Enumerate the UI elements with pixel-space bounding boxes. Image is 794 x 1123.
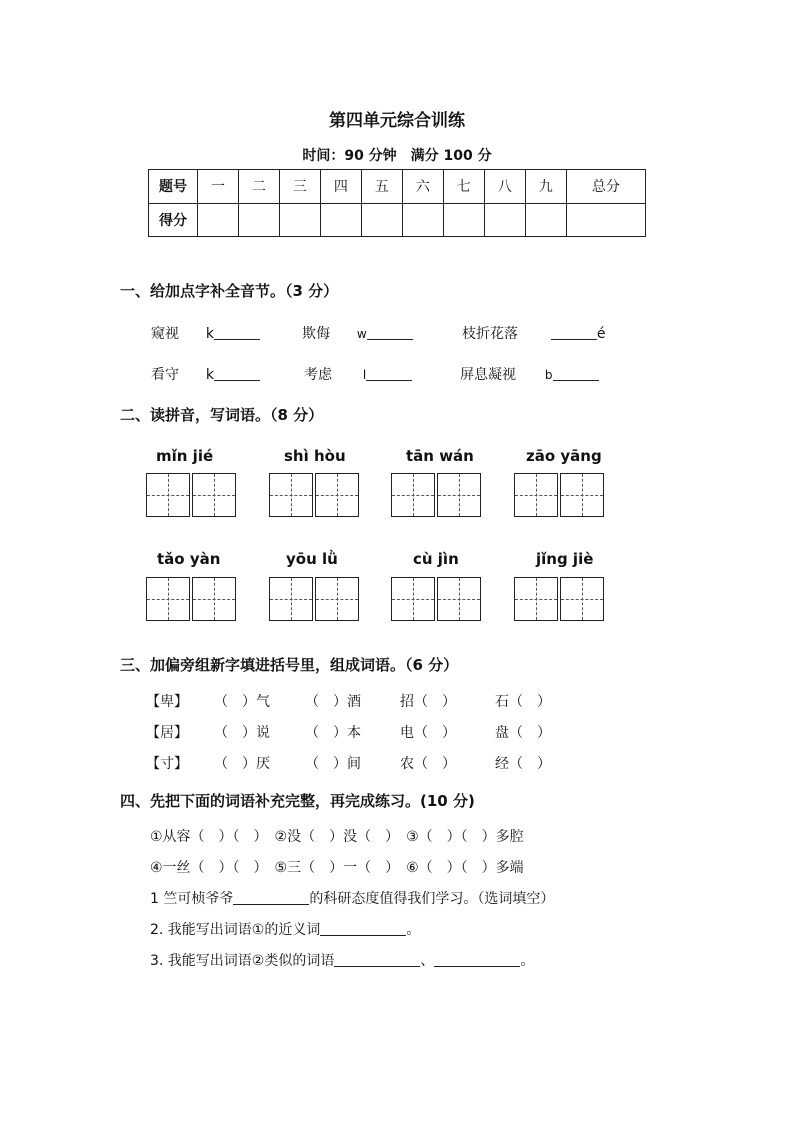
s1-hint: w: [356, 327, 367, 341]
writing-grid[interactable]: [514, 577, 606, 623]
s1-item: [151, 323, 260, 343]
s1-word: 屏息凝视: [460, 367, 516, 383]
score-cell: 三: [279, 170, 320, 204]
score-cell: 四: [320, 170, 361, 204]
writing-grid[interactable]: [269, 473, 361, 519]
s3-blank-word[interactable]: 农（ ）: [400, 756, 456, 772]
s3-blank-word[interactable]: 招（ ）: [400, 694, 456, 710]
s4-idiom-line[interactable]: ④一丝（ ）（ ） ⑤三（ ）一（ ） ⑥（ ）（ ）多端: [150, 860, 524, 876]
q3-text-b: 。: [520, 953, 535, 969]
pinyin-label: shì hòu: [284, 447, 346, 465]
s1-hint: k: [205, 326, 215, 342]
s1-item: [151, 364, 260, 384]
q3-text-a: 3. 我能写出词语②类似的词语: [150, 953, 335, 969]
s1-item: [460, 364, 599, 384]
s1-item: [302, 323, 413, 343]
score-table-score-row: [149, 203, 646, 237]
answer-blank[interactable]: [214, 325, 260, 340]
s3-key: 【卑】: [146, 694, 188, 710]
pinyin-label: tān wán: [406, 447, 474, 465]
s4-question-3: [150, 950, 534, 970]
writing-grid[interactable]: [146, 577, 238, 623]
pinyin-label: cù jìn: [413, 550, 459, 568]
pinyin-label: yōu lǜ: [286, 550, 338, 568]
score-input-cell[interactable]: [484, 203, 525, 237]
s3-blank-word[interactable]: （ ）厌: [214, 756, 270, 772]
writing-grid[interactable]: [391, 473, 483, 519]
score-cell: 一: [198, 170, 239, 204]
q2-text-b: 。: [406, 922, 421, 938]
s3-key: 【居】: [146, 725, 188, 741]
section-2-heading: 二、读拼音，写词语。（8 分）: [120, 406, 324, 424]
score-cell: 总分: [566, 170, 645, 204]
answer-blank[interactable]: [214, 366, 260, 381]
writing-grid[interactable]: [269, 577, 361, 623]
score-input-cell[interactable]: [238, 203, 279, 237]
answer-blank[interactable]: [366, 366, 412, 381]
score-cell: 九: [525, 170, 566, 204]
score-cell: 二: [238, 170, 279, 204]
s4-question-2: [150, 919, 420, 939]
s1-word: 考虑: [304, 367, 332, 383]
score-table-header-row: [149, 170, 646, 204]
q1-text-b: 的科研态度值得我们学习。（选词填空）: [309, 891, 555, 907]
s1-word: 枝折花落: [462, 326, 518, 342]
s1-item: [304, 364, 412, 384]
score-cell: 题号: [149, 170, 198, 204]
s1-word: 窥视: [151, 326, 179, 342]
writing-grid[interactable]: [514, 473, 606, 519]
answer-blank[interactable]: [320, 921, 406, 936]
score-cell: 六: [402, 170, 443, 204]
score-input-cell[interactable]: [198, 203, 239, 237]
score-cell: 八: [484, 170, 525, 204]
s3-blank-word[interactable]: 电（ ）: [400, 725, 456, 741]
score-input-cell[interactable]: [566, 203, 645, 237]
s1-hint: k: [205, 367, 215, 383]
q2-text-a: 2. 我能写出词语①的近义词: [150, 922, 321, 938]
q1-text-a: 1 竺可桢爷爷: [150, 891, 234, 907]
pinyin-label: tǎo yàn: [157, 550, 221, 568]
s3-key: 【寸】: [146, 756, 188, 772]
s4-idiom-line[interactable]: ①从容（ ）（ ） ②没（ ）没（ ） ③（ ）（ ）多腔: [150, 829, 524, 845]
answer-blank[interactable]: [434, 952, 520, 967]
score-input-cell[interactable]: [320, 203, 361, 237]
s1-hint: l: [362, 368, 367, 382]
score-input-cell[interactable]: [279, 203, 320, 237]
s1-item: [462, 323, 606, 343]
page-subtitle: 时间：90 分钟 满分 100 分: [302, 148, 492, 164]
pinyin-label: jǐng jiè: [536, 550, 594, 568]
writing-grid[interactable]: [146, 473, 238, 519]
q3-sep: 、: [420, 953, 435, 969]
s1-word: 看守: [151, 367, 179, 383]
answer-blank[interactable]: [233, 890, 309, 905]
section-4-heading: 四、先把下面的词语补充完整，再完成练习。(10 分): [120, 792, 475, 810]
writing-grid[interactable]: [391, 577, 483, 623]
page-title: 第四单元综合训练: [329, 111, 465, 131]
answer-blank[interactable]: [551, 325, 597, 340]
score-input-cell[interactable]: [402, 203, 443, 237]
s3-blank-word[interactable]: （ ）酒: [305, 694, 361, 710]
score-input-cell[interactable]: [525, 203, 566, 237]
section-1-heading: 一、给加点字补全音节。（3 分）: [120, 282, 339, 300]
s3-blank-word[interactable]: （ ）本: [305, 725, 361, 741]
score-input-cell[interactable]: [361, 203, 402, 237]
score-table: [148, 169, 646, 237]
score-input-cell[interactable]: [443, 203, 484, 237]
answer-blank[interactable]: [367, 325, 413, 340]
s1-hint: b: [544, 368, 553, 382]
score-cell: 得分: [149, 203, 198, 237]
s3-blank-word[interactable]: 经（ ）: [495, 756, 551, 772]
s3-blank-word[interactable]: （ ）说: [214, 725, 270, 741]
s3-blank-word[interactable]: （ ）间: [305, 756, 361, 772]
answer-blank[interactable]: [334, 952, 420, 967]
s1-word: 欺侮: [302, 326, 330, 342]
s1-hint: é: [596, 326, 606, 342]
answer-blank[interactable]: [553, 366, 599, 381]
s3-blank-word[interactable]: 石（ ）: [495, 694, 551, 710]
s4-question-1: [150, 888, 554, 908]
score-cell: 七: [443, 170, 484, 204]
s3-blank-word[interactable]: 盘（ ）: [495, 725, 551, 741]
score-cell: 五: [361, 170, 402, 204]
pinyin-label: zāo yāng: [526, 447, 602, 465]
s3-blank-word[interactable]: （ ）气: [214, 694, 270, 710]
pinyin-label: mǐn jié: [156, 447, 214, 465]
section-3-heading: 三、加偏旁组新字填进括号里，组成词语。（6 分）: [120, 656, 459, 674]
